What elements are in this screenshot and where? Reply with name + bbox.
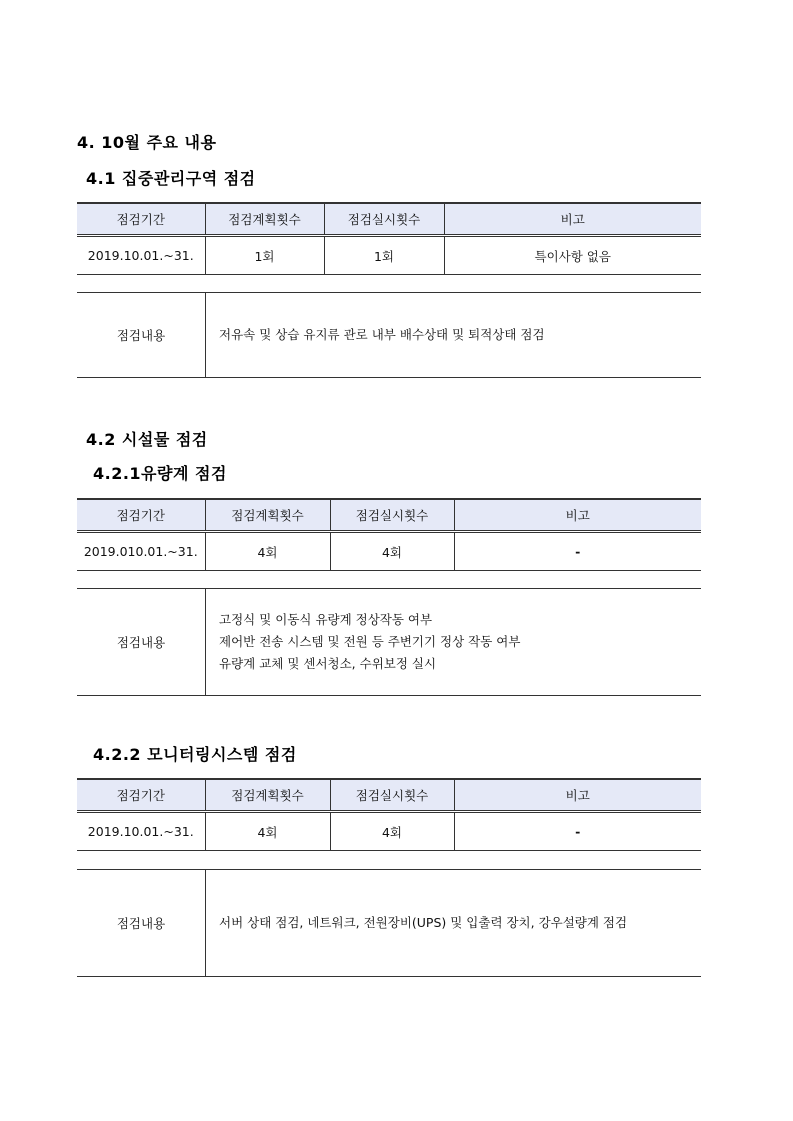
section-4-1-heading: 4.1 집중관리구역 점검 [86,169,256,188]
remarks-cell: - [454,532,701,571]
table-row [77,236,701,275]
monitoring-content-table [77,869,701,977]
header-actual: 점검실시횟수 [330,499,454,532]
header-actual: 점검실시횟수 [324,203,444,236]
table-row [77,812,701,851]
content-line: 저유속 및 상습 유지류 관로 내부 배수상태 및 퇴적상태 점검 [219,327,545,342]
table-header-row [77,499,701,532]
header-remarks: 비고 [444,203,701,236]
content-label: 점검내용 [77,293,206,378]
planned-cell: 4회 [205,812,330,851]
zone-content-table [77,292,701,378]
header-remarks: 비고 [454,499,701,532]
section-4-2-2-heading: 4.2.2 모니터링시스템 점검 [93,745,297,764]
header-planned: 점검계획횟수 [205,779,330,812]
section-4-2-1-heading: 4.2.1유량계 점검 [93,464,227,483]
table-header-row [77,203,701,236]
content-text [206,870,702,977]
content-line: 제어반 전송 시스템 및 전원 등 주변기기 정상 작동 여부 [219,634,521,649]
actual-cell: 1회 [324,236,444,275]
section-4-heading: 4. 10월 주요 내용 [77,133,217,152]
monitoring-inspection-table [77,778,701,851]
content-text [206,293,702,378]
header-period: 점검기간 [77,203,205,236]
zone-inspection-table [77,202,701,275]
period-cell: 2019.010.01.~31. [77,532,205,571]
period-cell: 2019.10.01.~31. [77,236,205,275]
content-line: 유량계 교체 및 센서청소, 수위보정 실시 [219,656,437,671]
table-row [77,532,701,571]
section-4-2-heading: 4.2 시설물 점검 [86,430,208,449]
content-line: 서버 상태 점검, 네트워크, 전원장비(UPS) 및 입출력 장치, 강우설량계 점검 [219,915,628,930]
content-text [206,589,702,696]
actual-cell: 4회 [330,812,454,851]
flowmeter-content-table [77,588,701,696]
content-line: 고정식 및 이동식 유량계 정상작동 여부 [219,612,433,627]
remarks-cell: 특이사항 없음 [444,236,701,275]
planned-cell: 1회 [205,236,324,275]
content-label: 점검내용 [77,589,206,696]
table-header-row [77,779,701,812]
header-planned: 점검계획횟수 [205,203,324,236]
actual-cell: 4회 [330,532,454,571]
content-label: 점검내용 [77,870,206,977]
remarks-cell: - [454,812,701,851]
header-period: 점검기간 [77,779,205,812]
header-actual: 점검실시횟수 [330,779,454,812]
flowmeter-inspection-table [77,498,701,571]
header-planned: 점검계획횟수 [205,499,330,532]
header-remarks: 비고 [454,779,701,812]
header-period: 점검기간 [77,499,205,532]
planned-cell: 4회 [205,532,330,571]
period-cell: 2019.10.01.~31. [77,812,205,851]
